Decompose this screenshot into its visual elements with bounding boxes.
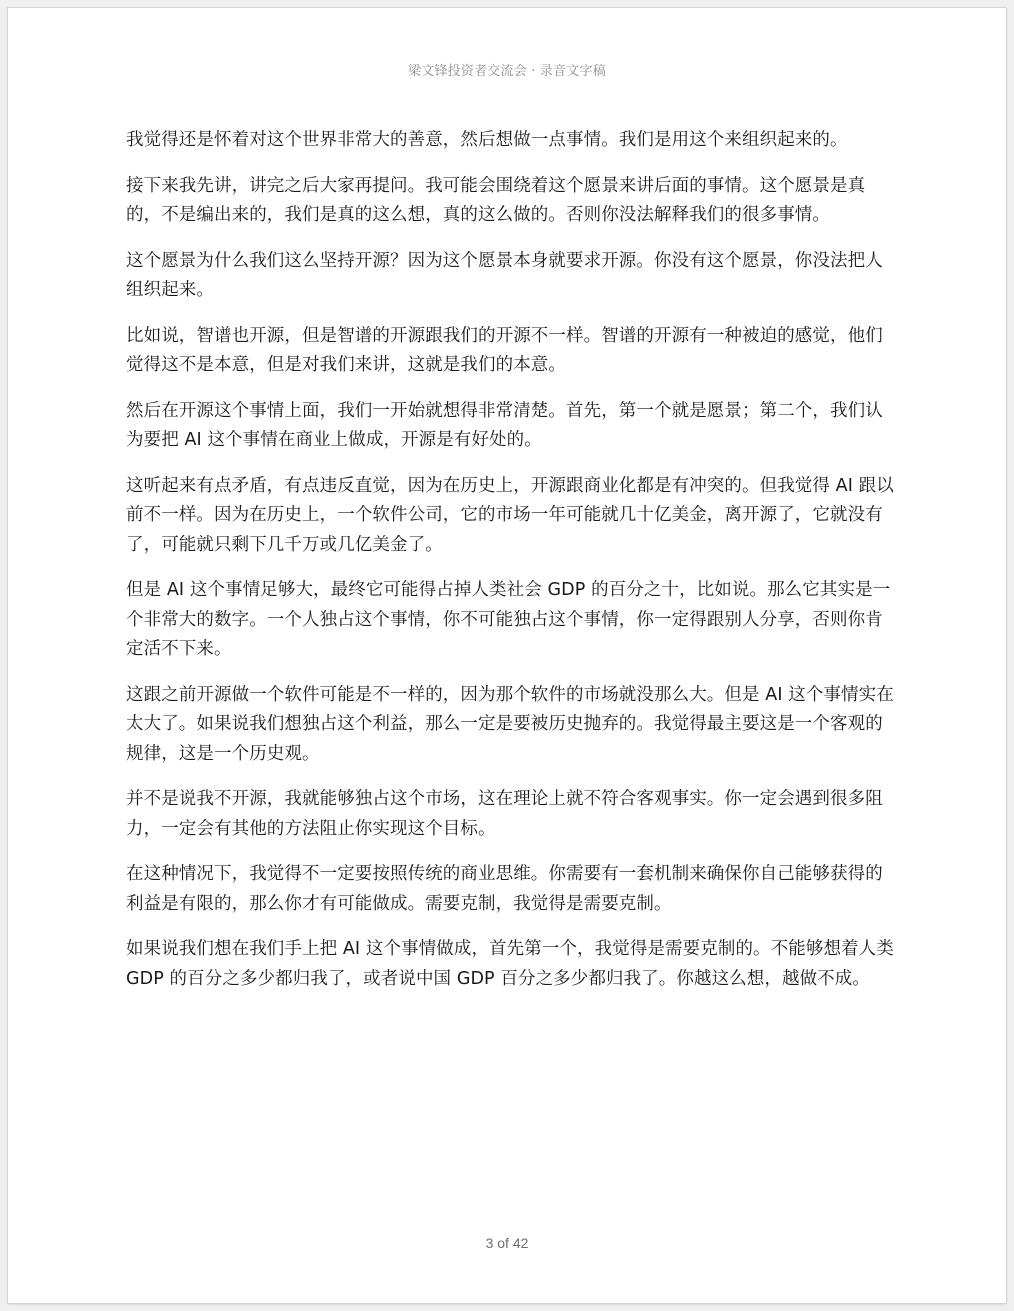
page-body <box>126 126 898 1010</box>
paragraph: 然后在开源这个事情上面，我们一开始就想得非常清楚。首先，第一个就是愿景；第二个，我们认为要把 AI 这个事情在商业上做成，开源是有好处的。 <box>126 400 883 450</box>
paragraph: 在这种情况下，我觉得不一定要按照传统的商业思维。你需要有一套机制来确保你自己能够获得的利益是有限的，那么你才有可能做成。需要克制，我觉得是需要克制。 <box>126 864 883 914</box>
paragraph: 并不是说我不开源，我就能够独占这个市场，这在理论上就不符合客观事实。你一定会遇到很多阻力，一定会有其他的方法阻止你实现这个目标。 <box>126 789 883 839</box>
paragraph: 如果说我们想在我们手上把 AI 这个事情做成，首先第一个，我觉得是需要克制的。不能够想着人类 GDP 的百分之多少都归我了，或者说中国 GDP 百分之多少都归我了。你越这么想，越做不成。 <box>126 939 894 989</box>
document-page <box>8 8 1006 1303</box>
paragraph: 比如说，智谱也开源，但是智谱的开源跟我们的开源不一样。智谱的开源有一种被迫的感觉，他们觉得这不是本意，但是对我们来讲，这就是我们的本意。 <box>126 325 883 375</box>
paragraph: 这个愿景为什么我们这么坚持开源？因为这个愿景本身就要求开源。你没有这个愿景，你没法把人组织起来。 <box>126 250 883 300</box>
page-header: 梁文锋投资者交流会 · 录音文字稿 <box>408 64 606 79</box>
paragraph: 这跟之前开源做一个软件可能是不一样的，因为那个软件的市场就没那么大。但是 AI 这个事情实在太大了。如果说我们想独占这个利益，那么一定是要被历史抛弃的。我觉得最主要这是一个客观的规律，这是一个历史观。 <box>126 684 894 764</box>
paragraph: 我觉得还是怀着对这个世界非常大的善意，然后想做一点事情。我们是用这个来组织起来的。 <box>126 130 848 150</box>
page-number: 3 of 42 <box>485 1235 529 1251</box>
paragraph: 这听起来有点矛盾，有点违反直觉，因为在历史上，开源跟商业化都是有冲突的。但我觉得 AI 跟以前不一样。因为在历史上，一个软件公司，它的市场一年可能就几十亿美金，离开源了，它就没有了，可能就只剩下几千万或几亿美金了。 <box>126 475 894 555</box>
paragraph: 接下来我先讲，讲完之后大家再提问。我可能会围绕着这个愿景来讲后面的事情。这个愿景是真的，不是编出来的，我们是真的这么想，真的这么做的。否则你没法解释我们的很多事情。 <box>126 175 866 225</box>
paragraph: 但是 AI 这个事情足够大，最终它可能得占掉人类社会 GDP 的百分之十，比如说。那么它其实是一个非常大的数字。一个人独占这个事情，你不可能独占这个事情，你一定得跟别人分享，否则你肯定活不下来。 <box>126 580 891 659</box>
